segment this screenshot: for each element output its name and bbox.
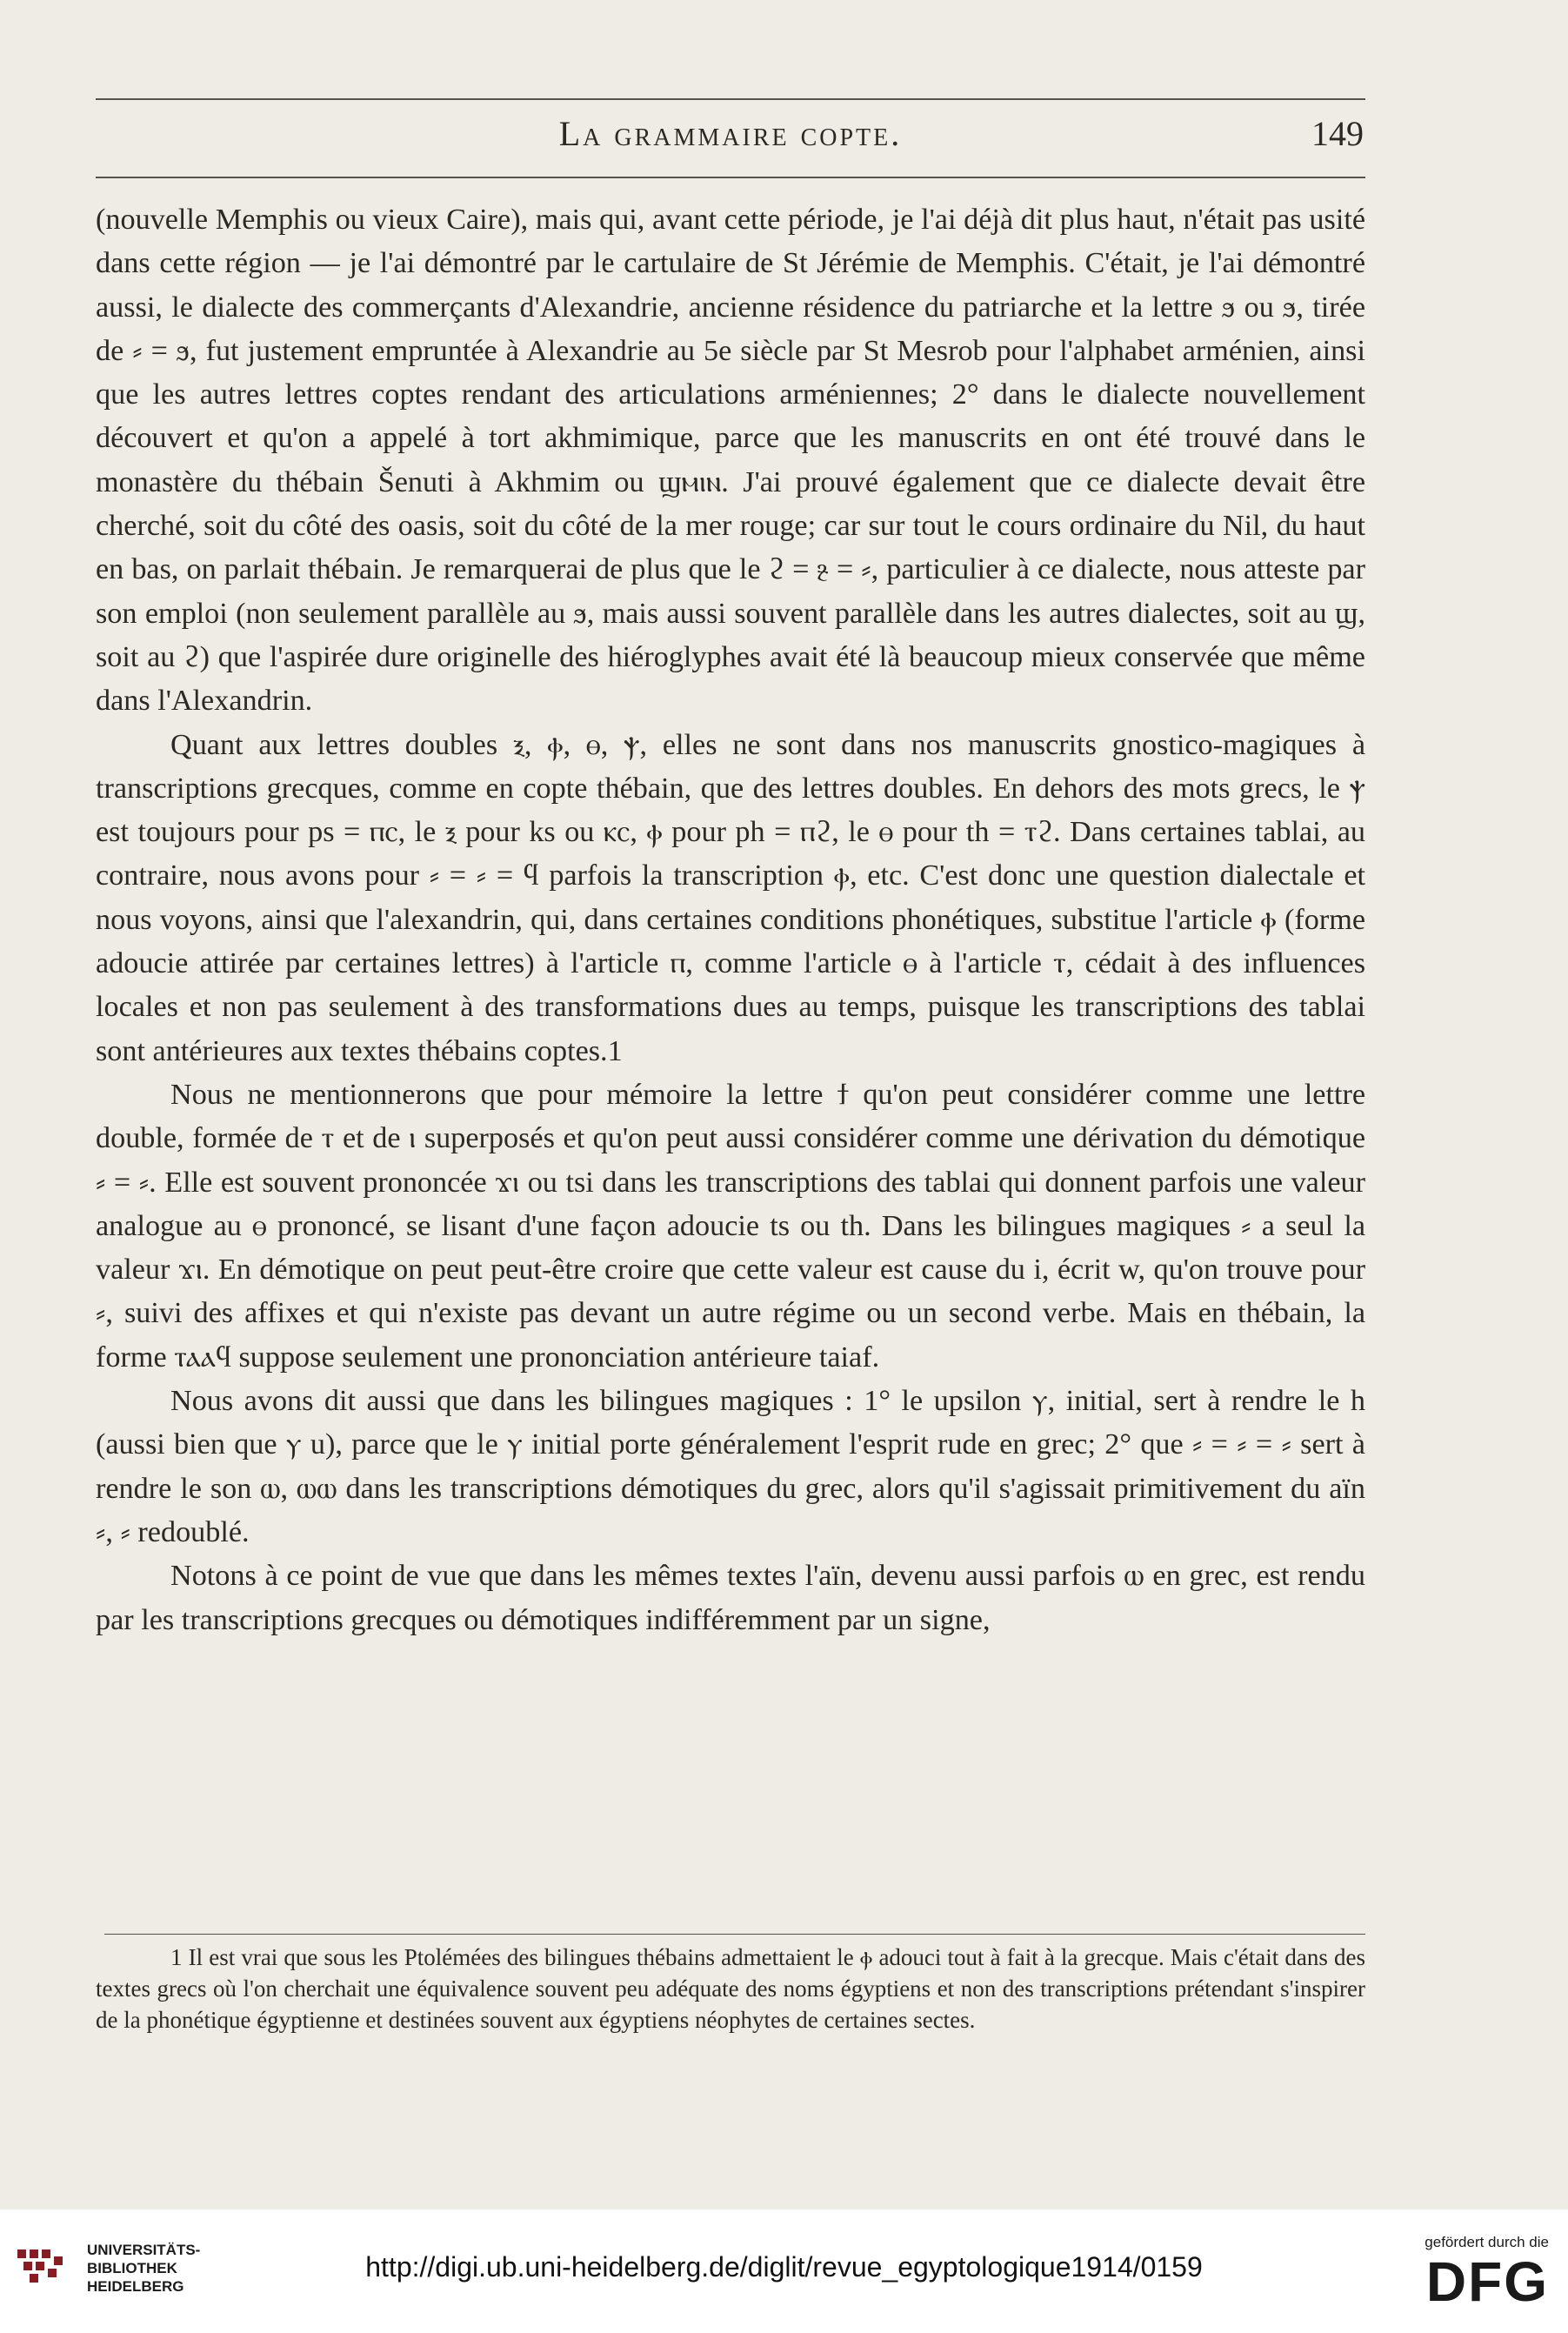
paragraph-2: Quant aux lettres doubles ⲝ, ⲫ, ⲑ, ⲯ, elles ne sont dans nos manuscrits gnostico-magiques à transcriptions grecques, comme en copte thébain, que des lettres doubles. En dehors des mots grecs, le ⲯ est toujours pour ps = ⲡⲥ, le ⲝ pour ks ou ⲕⲥ, ⲫ pour ph = ⲡϩ, le ⲑ pour th = ⲧϩ. Dans certaines tablai, au contraire, nous avons pour ⸗ = ⸗ = ϥ parfois la transcription ⲫ, etc. C'est donc une question dialectale et nous voyons, ainsi que l'alexandrin, qui, dans certaines conditions phonétiques, substitue l'article ⲫ (forme adoucie attirée par certaines lettres) à l'article ⲡ, comme l'article ⲑ à l'article ⲧ, cédait à des influences locales et non pas seulement à des transformations dues au temps, puisque les transcriptions des tablai sont antérieures aux textes thébains coptes.1 xyxy=(96,728,1365,1067)
institution-line-1: UNIVERSITÄTS- xyxy=(87,2242,201,2258)
footnote-1: 1 Il est vrai que sous les Ptolémées des bilingues thébains admettaient le ⲫ adouci tout à fait à la grecque. Mais c'était dans des textes grecs où l'on cherchait une équivalence souvent peu adéquate des noms égyptiens et non des transcriptions prétendant s'inspirer de la phonétique égyptienne et destinées souvent aux égyptiens néophytes de certaines sectes. xyxy=(96,1944,1365,2033)
institution-line-3: HEIDELBERG xyxy=(87,2278,184,2295)
permalink-url[interactable]: http://digi.ub.uni-heidelberg.de/diglit/revue_egyptologique1914/0159 xyxy=(365,2251,1203,2283)
running-title: La grammaire copte. xyxy=(558,114,903,153)
viewer-footer-bar xyxy=(0,2209,1568,2333)
top-rule xyxy=(96,98,1365,100)
header-rule xyxy=(96,177,1365,178)
page-number: 149 xyxy=(1311,114,1364,153)
paragraph-3: Nous ne mentionnerons que pour mémoire la lettre ϯ qu'on peut considérer comme une lettre double, formée de ⲧ et de ⲓ superposés et qu'on peut aussi considérer comme une dérivation du démotique ⸗ = ⸗. Elle est souvent prononcée ϫⲓ ou tsi dans les transcriptions des tablai qui donnent parfois une valeur analogue au ⲑ prononcé, se lisant d'une façon adoucie ts ou th. Dans les bilingues magiques ⸗ a seul la valeur ϫⲓ. En démotique on peut peut-être croire que cette valeur est cause du i, écrit w, qu'on trouve pour ⸗, suivi des affixes et qui n'existe pas devant un autre régime ou un second verbe. Mais en thébain, la forme ⲧⲁⲁϥ suppose seulement une prononciation antérieure taiaf. xyxy=(96,1078,1365,1374)
footnotes xyxy=(96,1942,1365,2036)
funder-note: gefördert durch die xyxy=(1425,2234,1549,2250)
funder-logo: DFG xyxy=(1425,2250,1549,2313)
paragraph-5: Notons à ce point de vue que dans les mêmes textes l'aïn, devenu aussi parfois ⲱ en grec, est rendu par les transcriptions grecques ou démotiques indifféremment par un signe, xyxy=(96,1560,1365,1636)
paragraph-4: Nous avons dit aussi que dans les bilingues magiques : 1° le upsilon ⲩ, initial, sert à rendre le h (aussi bien que ⲩ u), parce que le ⲩ initial porte généralement l'esprit rude en grec; 2° que ⸗ = ⸗ = ⸗ sert à rendre le son ⲱ, ⲱⲱ dans les transcriptions démotiques du grec, alors qu'il s'agissait primitivement du aïn ⸗, ⸗ redoublé. xyxy=(96,1385,1365,1548)
footnote-rule xyxy=(104,1934,1365,1935)
page-header xyxy=(96,113,1365,162)
body-text xyxy=(96,198,1365,1642)
paragraph-1: (nouvelle Memphis ou vieux Caire), mais qui, avant cette période, je l'ai déjà dit plus haut, n'était pas usité dans cette région — je l'ai démontré par le cartulaire de St Jérémie de Memphis. C'était, je l'ai démontré aussi, le dialecte des commerçants d'Alexandrie, ancienne résidence du patriarche et la lettre ϧ ou ϧ, tirée de ⸗ = ϧ, fut justement empruntée à Alexandrie au 5e siècle par St Mesrob pour l'alphabet arménien, ainsi que les autres lettres coptes rendant des articulations arméniennes; 2° dans le dialecte nouvellement découvert et qu'on a appelé à tort akhmimique, parce que les manuscrits en ont été trouvé dans le monastère du thébain Šenuti à Akhmim ou ϣⲙⲓⲛ. J'ai prouvé également que ce dialecte devait être cherché, soit du côté des oasis, soit du côté de la mer rouge; car sur tout le cours ordinaire du Nil, du haut en bas, on parlait thébain. Je remarquerai de plus que le ϩ = ⳉ = ⸗, particulier à ce dialecte, nous atteste par son emploi (non seulement parallèle au ϧ, mais aussi souvent parallèle dans les autres dialectes, soit au ϣ, soit au ϩ) que l'aspirée dure originelle des hiéroglyphes avait été là beaucoup mieux conservée que même dans l'Alexandrin. xyxy=(96,204,1365,718)
institution-line-2: BIBLIOTHEK xyxy=(87,2260,177,2276)
funder-credit xyxy=(1425,2234,1549,2312)
